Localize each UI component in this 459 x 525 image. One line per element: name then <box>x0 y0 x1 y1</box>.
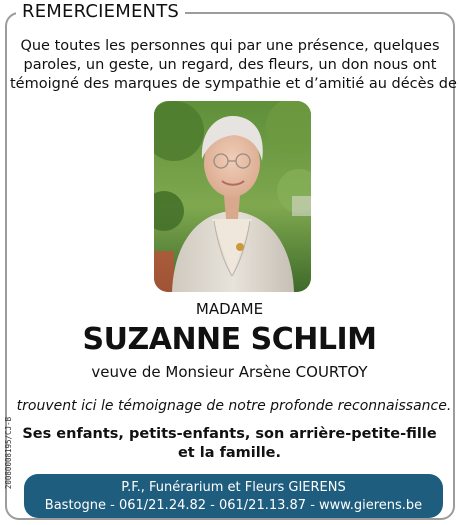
family-line: et la famille. <box>177 445 282 461</box>
footer-line-name: P.F., Funérarium et Fleurs GIERENS <box>121 480 346 495</box>
intro-line: paroles, un geste, un regard, des fleurs, un don nous ont <box>23 57 437 73</box>
funeral-home-banner <box>24 474 443 518</box>
intro-line: témoigné des marques de sympathie et d’amitié au décès de <box>10 76 457 92</box>
intro-text <box>10 37 457 94</box>
thanks-line: trouvent ici le témoignage de notre profonde reconnaissance. <box>16 398 452 414</box>
deceased-name: SUZANNE SCHLIM <box>82 322 377 357</box>
title-label: MADAME <box>195 300 264 318</box>
intro-line: Que toutes les personnes qui par une présence, quelques <box>20 38 440 54</box>
portrait-illustration <box>154 101 311 292</box>
reference-code: 20080008195/CJ-B <box>4 416 13 490</box>
family-line: Ses enfants, petits-enfants, son arrière-petite-fille <box>22 426 437 442</box>
notice-heading: REMERCIEMENTS <box>16 0 185 24</box>
portrait-photo <box>154 101 311 292</box>
footer-line-contact: Bastogne - 061/21.24.82 - 061/21.13.87 - www.gierens.be <box>44 498 423 513</box>
widow-line: veuve de Monsieur Arsène COURTOY <box>91 363 368 381</box>
family-signature <box>0 425 459 463</box>
